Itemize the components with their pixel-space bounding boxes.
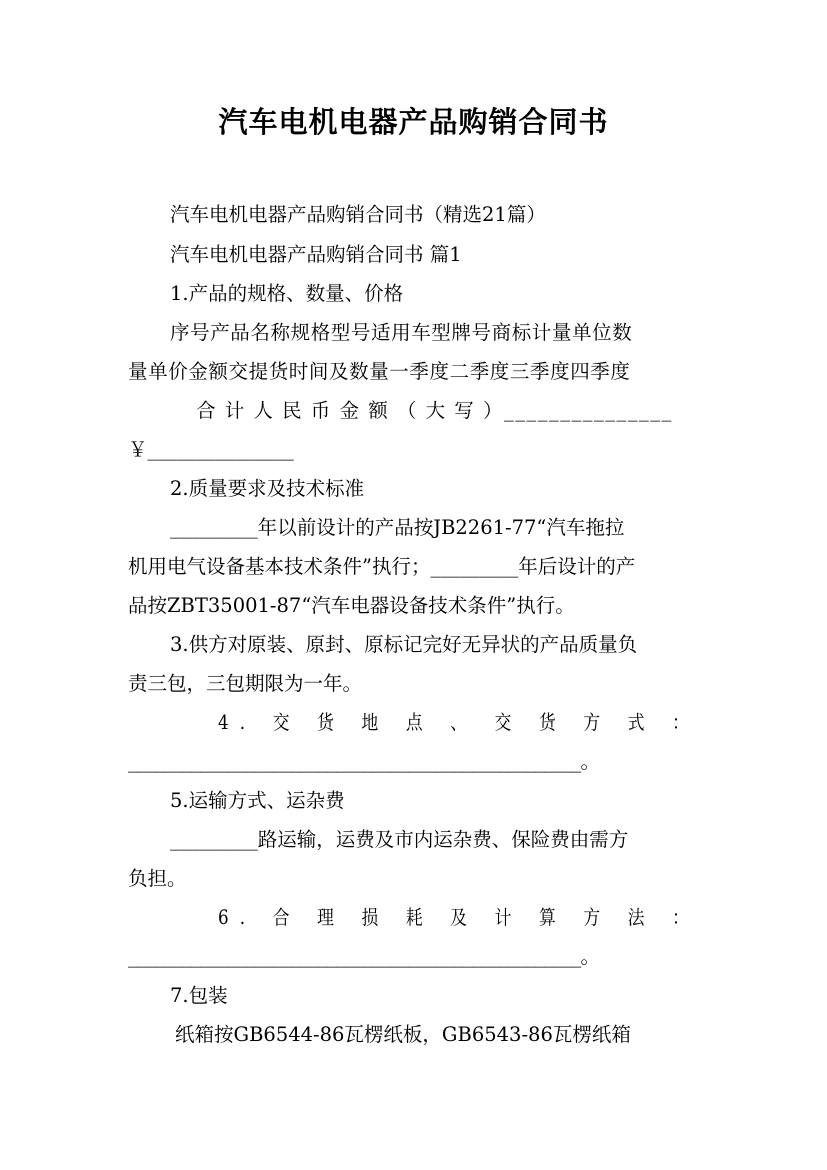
- paragraph-line: _________路运输，运费及市内运杂费、保险费由需方: [170, 828, 629, 851]
- clause-heading-2: 2.质量要求及技术标准: [170, 477, 365, 500]
- paragraph-line: 责三包，三包期限为一年。: [128, 672, 363, 695]
- clause-heading-7: 7.包装: [170, 984, 228, 1007]
- yuan-line: ￥_______________: [128, 438, 294, 461]
- clause-3-line: 3.供方对原装、原封、原标记完好无异状的产品质量负: [170, 633, 638, 656]
- paragraph-line: 量单价金额交提货时间及数量一季度二季度三季度四季度: [128, 360, 631, 383]
- subtitle-line: 汽车电机电器产品购销合同书（精选21篇）: [170, 203, 546, 226]
- clause-heading-6: 6. 合 理 损 耗 及 计 算 方 法 ：: [218, 906, 701, 929]
- paragraph-line: 纸箱按GB6544-86瓦楞纸板，GB6543-86瓦楞纸箱: [175, 1023, 631, 1046]
- document-title: 汽车电机电器产品购销合同书: [218, 105, 609, 139]
- clause-heading-5: 5.运输方式、运杂费: [170, 789, 345, 812]
- section-heading: 汽车电机电器产品购销合同书 篇1: [170, 243, 462, 266]
- amount-line: 合 计 人 民 币 金 额 （ 大 写 ）_______________: [196, 399, 673, 422]
- clause-heading-1: 1.产品的规格、数量、价格: [170, 282, 404, 305]
- clause-heading-4: 4. 交 货 地 点 、 交 货 方 式 ：: [218, 711, 701, 734]
- paragraph-line: 品按ZBT35001-87“汽车电器设备技术条件”执行。: [128, 594, 575, 617]
- blank-line: __________________________________________________。: [128, 945, 600, 968]
- paragraph-line: 序号产品名称规格型号适用车型牌号商标计量单位数: [170, 321, 633, 344]
- paragraph-line: _________年以前设计的产品按JB2261-77“汽车拖拉: [170, 516, 625, 539]
- blank-line: __________________________________________________。: [128, 750, 600, 773]
- paragraph-line: 负担。: [128, 867, 187, 890]
- paragraph-line: 机用电气设备基本技术条件”执行；_________年后设计的产: [128, 555, 636, 578]
